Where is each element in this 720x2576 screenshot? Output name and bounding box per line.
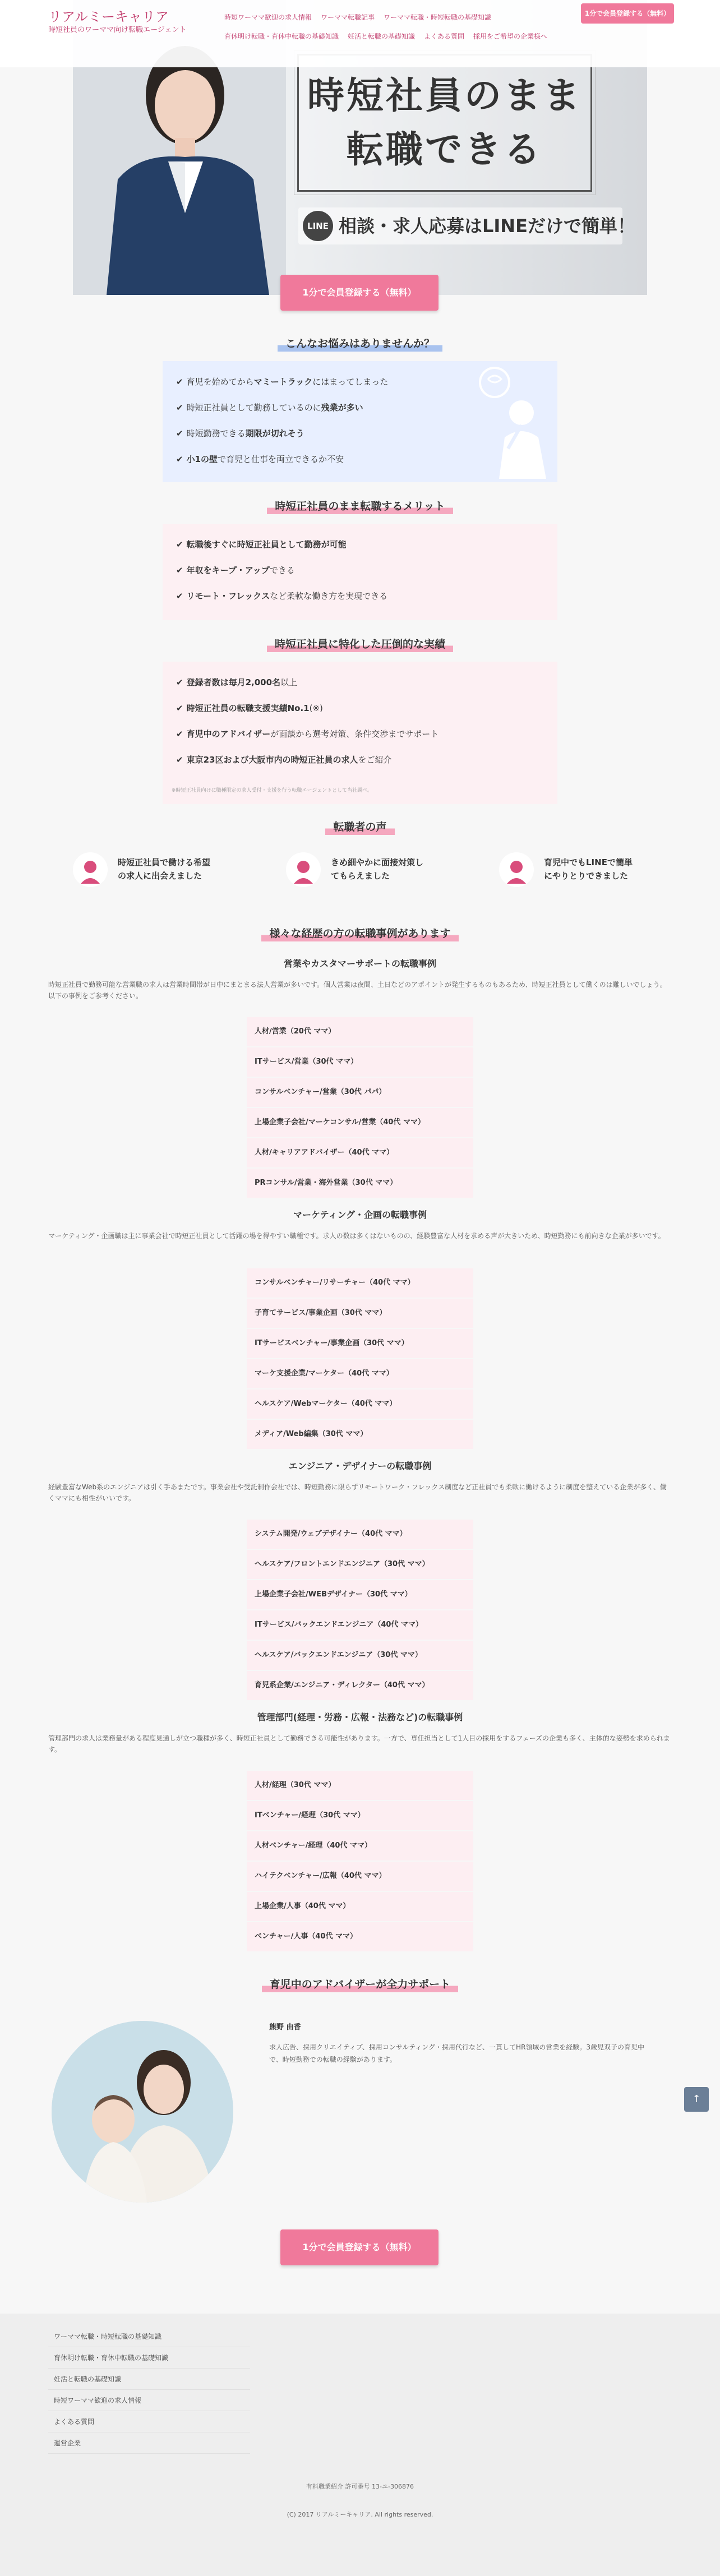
line-icon: LINE — [303, 211, 333, 241]
site-logo[interactable]: リアルミーキャリア — [48, 9, 169, 25]
nav-item-companies[interactable]: 採用をご希望の企業様へ — [473, 33, 548, 40]
advisor-with-child-photo — [52, 2021, 233, 2203]
merit-box — [163, 524, 557, 620]
voice-text: きめ細やかに面接対策し てもらえました — [331, 857, 424, 881]
results-heading: 時短正社員に特化した圧倒的な実績 — [0, 636, 720, 652]
case-title-backoffice: 管理部門(経理・労務・広報・法務など)の転職事例 — [257, 1712, 463, 1723]
case-row: システム開発/ウェブデザイナー（40代 ママ） — [247, 1520, 473, 1549]
case-row: ITサービスベンチャー/事業企画（30代 ママ） — [247, 1329, 473, 1358]
case-row: ヘルスケア/フロントエンドエンジニア（30代 ママ） — [247, 1550, 473, 1579]
site-footer — [0, 2314, 720, 2576]
hero-title-line-2: 転職できる — [347, 128, 543, 171]
case-title-engineer: エンジニア・デザイナーの転職事例 — [288, 1461, 432, 1471]
check-icon: ✔ — [176, 403, 183, 413]
advisor-photo — [52, 2021, 233, 2203]
advisor-description: 求人広告、採用クリエイティブ、採用コンサルティング・採用代行など、一貫してHR領域の営業を経験。3歳児双子の育児中で、時短勤務での転職の経験があります。 — [269, 2043, 645, 2063]
case-row: 育児系企業/エンジニア・ディレクター（40代 ママ） — [247, 1671, 473, 1700]
case-row: 人材/営業（20代 ママ） — [247, 1017, 473, 1046]
worried-person-illustration — [468, 364, 554, 479]
case-list-backoffice — [247, 1771, 473, 1952]
footer-link-fertility[interactable]: 妊活と転職の基礎知識 — [48, 2369, 250, 2390]
case-row: ヘルスケア/Webマーケター（40代 ママ） — [247, 1389, 473, 1419]
check-icon: ✔ — [176, 565, 183, 575]
worries-item: ✔ 育児を始めてからマミートラックにはまってしまった — [176, 377, 389, 387]
register-button-top[interactable]: 1分で会員登録する（無料） — [280, 275, 439, 311]
results-item: ✔ 育児中のアドバイザーが面談から選考対策、条件交渉までサポート — [176, 729, 439, 739]
voice-text: 育児中でもLINEで簡単 にやりとりできました — [544, 857, 633, 881]
nav-item-basics[interactable]: ワーママ転職・時短転職の基礎知識 — [384, 13, 492, 21]
case-row: 上場企業子会社/WEBデザイナー（30代 ママ） — [247, 1580, 473, 1609]
check-icon: ✔ — [176, 377, 183, 387]
hero-line-text: 相談・求人応募はLINEだけで簡単！ — [339, 215, 635, 237]
case-title-sales: 営業やカスタマーサポートの転職事例 — [283, 958, 436, 969]
case-list-marketing — [247, 1268, 473, 1450]
footer-links — [48, 2326, 250, 2454]
footer-link-faq[interactable]: よくある質問 — [48, 2411, 250, 2432]
nav-item-articles[interactable]: ワーママ転職記事 — [321, 13, 375, 21]
case-desc-sales: 時短正社員で勤務可能な営業職の求人は営業時間帯が日中にまとまる法人営業が多いです。個人営業は夜間、土日などのアポイントが発生するものもあるため、時短正社員として働くのは難しいでしょう。以下の事例をご参考ください。 — [48, 981, 667, 1000]
woman-avatar-icon — [286, 852, 321, 887]
case-desc-backoffice: 管理部門の求人は業務量がある程度見通しが立つ職種が多く、時短正社員として勤務できる可能性があります。一方で、専任担当として1人目の採用をするフェーズの企業も多く、主体的な姿勢を求められます。 — [48, 1734, 670, 1753]
case-list-sales — [247, 1017, 473, 1199]
voice-card — [286, 850, 465, 888]
worries-item: ✔ 小1の壁で育児と仕事を両立できるか不安 — [176, 454, 344, 464]
global-nav — [224, 8, 583, 46]
check-icon: ✔ — [176, 454, 183, 464]
worries-heading: こんなお悩みはありませんか？ — [0, 335, 720, 352]
voice-card — [73, 850, 252, 888]
woman-avatar-icon — [73, 852, 108, 887]
advisor-heading: 育児中のアドバイザーが全力サポート — [0, 1976, 720, 1992]
hero-title — [299, 69, 590, 177]
site-tagline: 時短社員のワーママ向け転職エージェント — [48, 26, 187, 34]
results-item: ✔ 登録者数は毎月2,000名以上 — [176, 677, 298, 687]
hero-title-line-1: 時短社員のまま — [307, 74, 582, 117]
case-row: 人材ベンチャー/経理（40代 ママ） — [247, 1831, 473, 1861]
results-footnote: ※時短正社員向けに職種限定の求人受付・支援を行う転職エージェントとして当社調べ。 — [172, 788, 373, 793]
header-register-button[interactable]: 1分で会員登録する（無料） — [581, 3, 674, 24]
nav-item-jobs[interactable]: 時短ワーママ歓迎の求人情報 — [224, 13, 312, 21]
arrow-up-icon: ↑ — [692, 2093, 701, 2105]
voice-card — [499, 850, 679, 888]
nav-item-faq[interactable]: よくある質問 — [424, 33, 465, 40]
worries-item: ✔ 時短勤務できる期限が切れそう — [176, 428, 304, 438]
case-row: コンサルベンチャー/リサーチャー（40代 ママ） — [247, 1268, 473, 1298]
case-row: メディア/Web編集（30代 ママ） — [247, 1420, 473, 1449]
case-row: 人材/経理（30代 ママ） — [247, 1771, 473, 1800]
voices-heading: 転職者の声 — [0, 819, 720, 835]
woman-avatar-icon — [499, 852, 534, 887]
case-row: 子育てサービス/事業企画（30代 ママ） — [247, 1299, 473, 1328]
back-to-top-button[interactable] — [684, 2087, 709, 2112]
site-header — [0, 0, 720, 67]
merit-item: ✔ リモート・フレックスなど柔軟な働き方を実現できる — [176, 591, 388, 601]
case-row: ITサービス/営業（30代 ママ） — [247, 1047, 473, 1077]
footer-link-company[interactable]: 運営企業 — [48, 2432, 250, 2454]
case-row: 人材/キャリアアドバイザー（40代 ママ） — [247, 1138, 473, 1167]
results-box — [163, 662, 557, 804]
nav-item-childcare-leave[interactable]: 育休明け転職・育休中転職の基礎知識 — [224, 33, 339, 40]
voice-text: 時短正社員で働ける希望 の求人に出会えました — [118, 857, 211, 881]
case-row: ベンチャー/人事（40代 ママ） — [247, 1922, 473, 1951]
case-desc-marketing: マーケティング・企画職は主に事業会社で時短正社員として活躍の場を得やすい職種です。求人の数は多くはないものの、経験豊富な人材を求める声が大きいため、時短勤務にも前向きな企業が多いです。 — [48, 1232, 665, 1240]
merit-item: ✔ 転職後すぐに時短正社員として勤務が可能 — [176, 539, 347, 550]
case-row: マーケ支援企業/マーケター（40代 ママ） — [247, 1359, 473, 1388]
footer-link-childcare-leave[interactable]: 育休明け転職・育休中転職の基礎知識 — [48, 2347, 250, 2369]
results-item: ✔ 東京23区および大阪市内の時短正社員の求人をご紹介 — [176, 755, 392, 765]
case-title-marketing: マーケティング・企画の転職事例 — [293, 1209, 427, 1220]
footer-link-jobs[interactable]: 時短ワーママ歓迎の求人情報 — [48, 2390, 250, 2411]
case-list-engineer — [247, 1520, 473, 1701]
check-icon: ✔ — [176, 677, 183, 687]
case-row: 上場企業/人事（40代 ママ） — [247, 1892, 473, 1921]
register-button-bottom[interactable]: 1分で会員登録する（無料） — [280, 2229, 439, 2265]
hero-title-frame — [297, 54, 592, 192]
merit-item: ✔ 年収をキープ・アップできる — [176, 565, 295, 575]
check-icon: ✔ — [176, 428, 183, 438]
check-icon: ✔ — [176, 755, 183, 765]
check-icon: ✔ — [176, 729, 183, 739]
hero-line-banner — [298, 207, 635, 244]
advisor-name: 熊野 由香 — [269, 2023, 301, 2032]
license-number: 有料職業紹介 許可番号 13-ユ-306876 — [306, 2483, 414, 2490]
case-row: PRコンサル/営業・海外営業（30代 ママ） — [247, 1169, 473, 1198]
case-row: ITベンチャー/経理（30代 ママ） — [247, 1801, 473, 1830]
footer-link-basics[interactable]: ワーママ転職・時短転職の基礎知識 — [48, 2326, 250, 2347]
case-desc-engineer: 経験豊富なWeb系のエンジニアは引く手あまたです。事業会社や受託制作会社では、時短勤務に限らずリモートワーク・フレックス制度など正社員でも柔軟に働けるように制度を整えている企業が多く、働くママにも相性がいいです。 — [48, 1483, 667, 1502]
nav-item-fertility[interactable]: 妊活と転職の基礎知識 — [348, 33, 416, 40]
worries-item: ✔ 時短正社員として勤務しているのに残業が多い — [176, 403, 363, 413]
case-row: ハイテクベンチャー/広報（40代 ママ） — [247, 1862, 473, 1891]
case-row: ITサービス/バックエンドエンジニア（40代 ママ） — [247, 1610, 473, 1640]
copyright: (C) 2017 リアルミーキャリア. All rights reserved. — [287, 2511, 433, 2518]
case-row: ヘルスケア/バックエンドエンジニア（30代 ママ） — [247, 1641, 473, 1670]
check-icon: ✔ — [176, 539, 183, 550]
cases-heading: 様々な経歴の方の転職事例があります — [0, 925, 720, 941]
check-icon: ✔ — [176, 591, 183, 601]
case-row: 上場企業子会社/マーケコンサル/営業（40代 ママ） — [247, 1108, 473, 1137]
worries-box — [163, 361, 557, 482]
merit-heading: 時短正社員のまま転職するメリット — [0, 498, 720, 514]
case-row: コンサルベンチャー/営業（30代 パパ） — [247, 1078, 473, 1107]
results-item: ✔ 時短正社員の転職支援実績No.1(※) — [176, 703, 323, 713]
check-icon: ✔ — [176, 703, 183, 713]
